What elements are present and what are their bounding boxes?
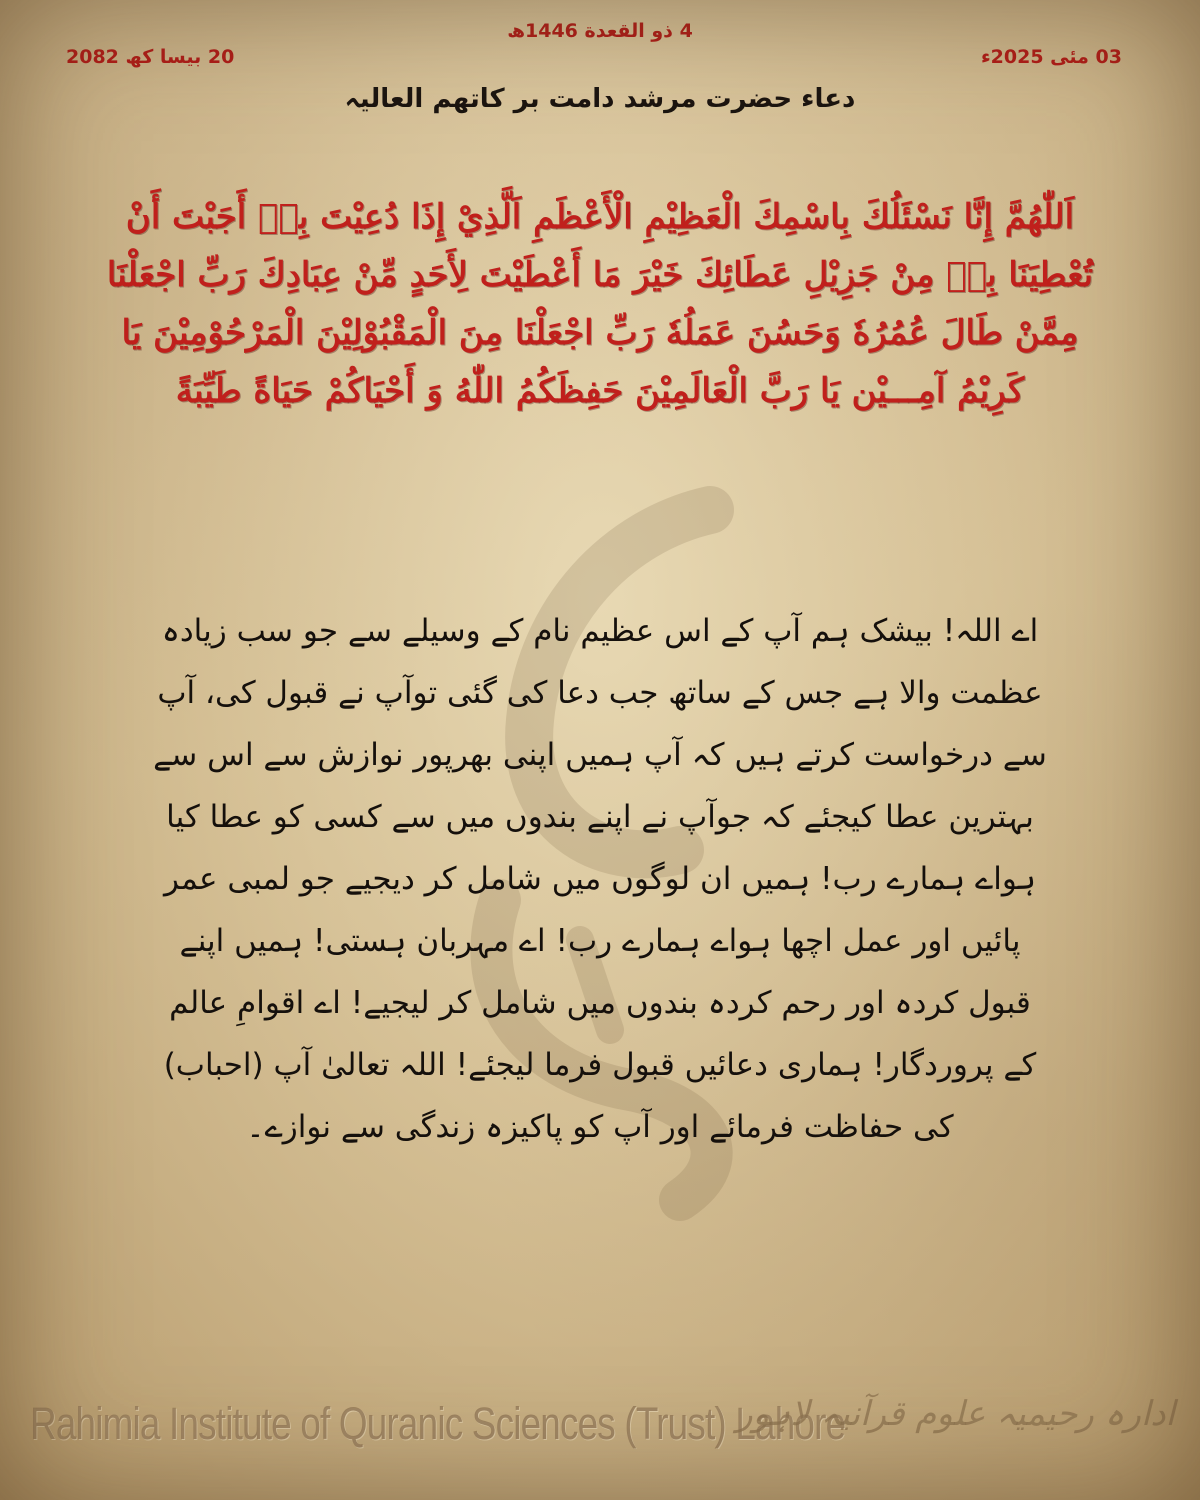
page-title: دعاء حضرت مرشد دامت بر کاتھم العالیہ [344, 84, 856, 114]
bikrami-date: 20 بیسا کھ 2082 [66, 46, 235, 68]
hijri-date: 4 ذو القعدة 1446ھ [507, 20, 693, 42]
institute-logo [736, 1393, 1175, 1434]
arabic-dua-text: اَللّٰهُمَّ إِنَّا نَسْئَلُكَ بِاسْمِكَ الْعَظِيْمِ الْأَعْظَمِ اَلَّذِيْ إِذَا دُعِيْتَ بِهٖ أَجَبْتَ أَنْ تُعْطِيَنَا بِهٖ مِنْ جَزِيْلِ عَطَائِكَ خَيْرَ مَا أَعْطَيْتَ لِأَحَدٍ مِّنْ عِبَادِكَ رَبِّ اجْعَلْنَا مِمَّنْ طَالَ عُمُرُهٗ وَحَسُنَ عَمَلُهٗ رَبِّ اجْعَلْنَا مِنَ الْمَقْبُوْلِيْنَ الْمَرْحُوْمِيْنَ يَا كَرِيْمُ آمِـــيْن يَا رَبَّ الْعَالَمِيْنَ حَفِظَكُمُ اللّٰهُ وَ أَحْيَاكُمْ حَيَاةً طَيِّبَةً [106, 197, 1094, 411]
gregorian-date: 03 مئی 2025ء [980, 46, 1122, 68]
institute-logo-text: ادارہ رحیمیہ علوم قرآنیہ لاہور [736, 1394, 1175, 1434]
institute-name: Rahimia Institute of Quranic Sciences (Trust) Lahore [30, 1398, 846, 1449]
urdu-translation-text: اے اللہ! بیشک ہم آپ کے اس عظیم نام کے وسیلے سے جو سب زیادہ عظمت والا ہے جس کے ساتھ جب دعا کی گئی توآپ نے قبول کی، آپ سے درخواست کرتے ہیں کہ آپ ہمیں اپنی بھرپور نوازش سے اس سے بہترین عطا کیجئے کہ جوآپ نے اپنے بندوں میں سے کسی کو عطا کیا ہواے ہمارے رب! ہمیں ان لوگوں میں شامل کر دیجیے جو لمبی عمر پائیں اور عمل اچھا ہواے ہمارے رب! اے مہربان ہستی! ہمیں اپنے قبول کردہ اور رحم کردہ بندوں میں شامل کر لیجیے! اے اقوامِ عالم کے پروردگار! ہماری دعائیں قبول فرما لیجئے! اللہ تعالیٰ آپ (احباب) کی حفاظت فرمائے اور آپ کو پاکیزہ زندگی سے نوازے۔ [153, 613, 1047, 1145]
